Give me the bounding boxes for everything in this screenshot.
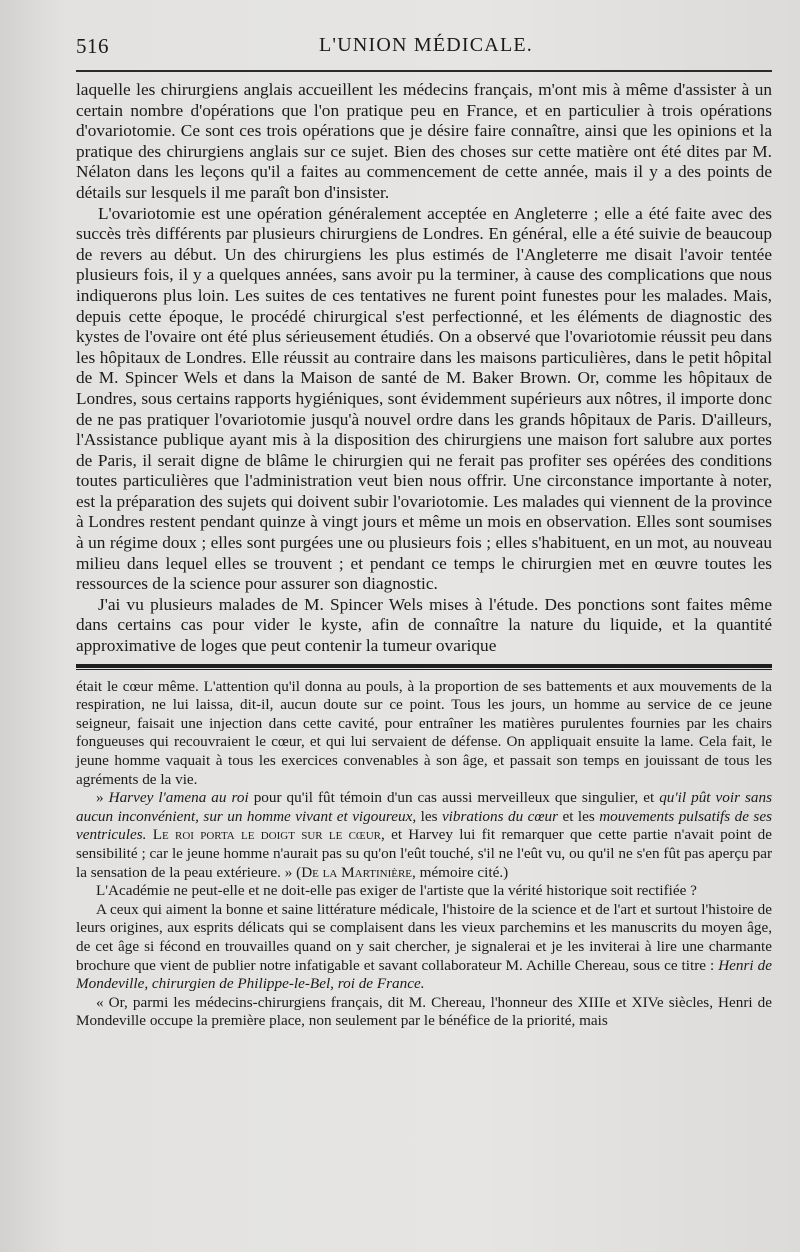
citation-author: De la Martinière: [301, 863, 413, 881]
main-paragraph-3: J'ai vu plusieurs malades de M. Spincer Wels mises à l'étude. Des ponctions sont faites même dans certains cas pour vider le kyste, afin de connaître la nature du liquide, et la quantité approximative de loges que peut contenir la tumeur ovarique: [76, 594, 772, 656]
text-run: et les: [558, 807, 600, 825]
feuilleton-paragraph-5: « Or, parmi les médecins-chirurgiens français, dit M. Chereau, l'honneur des XIIIe et XIVe siècles, Henri de Mondeville occupe la première place, non seulement par le bénéfice de la priorité, mais: [76, 993, 772, 1030]
quote-mark: »: [96, 789, 109, 807]
small-caps-phrase: Le roi porta le doigt sur le cœur,: [146, 826, 385, 844]
running-title: L'UNION MÉDICALE.: [319, 34, 533, 56]
book-title: Henri de Mondeville, chirurgien de Philippe-le-Bel, roi de France.: [76, 956, 772, 993]
main-paragraph-1: laquelle les chirurgiens anglais accueillent les médecins français, m'ont mis à même d'assister à un certain nombre d'opérations que l'on pratique peu en France, et en particulier à trois opérations d'ovariotomie. Ce sont ces trois opérations que je désire faire connaître, ainsi que les opinions et la pratique des chirurgiens anglais sur ce sujet. Bien des choses sur cette matière ont été dites par M. Nélaton dans les leçons qu'il a faites au commencement de cette année, mais il y a des points de détails sur lesquels il me paraît bon d'insister.: [76, 80, 772, 202]
italic-phrase: Harvey l'amena au roi: [108, 789, 249, 807]
page-header: [76, 34, 772, 70]
main-paragraph-2: L'ovariotomie est une opération généralement acceptée en Angleterre ; elle a été faite avec des succès très différents par plusieurs chirurgiens de Londres. En général, elle a été suivie de beaucoup de revers au début. Un des chirurgiens les plus estimés de l'Angleterre me disait l'avoir tentée plusieurs fois, il y a quelques années, sans avoir pu la terminer, à cause des complications que nous indiquerons plus loin. Les suites de ces tentatives ne furent point funestes pour les malades. Mais, depuis cette époque, le procédé chirurgical s'est perfectionné, et les éléments de diagnostic des kystes de l'ovaire ont été plus sérieusement étudiés. On a observé que l'ovariotomie réussit peu dans les hôpitaux de Londres. Elle réussit au contraire dans les maisons particulières, dans le petit hôpital de M. Spincer Wels et dans la Maison de santé de M. Baker Brown. Or, comme les hôpitaux de Londres, sous certains rapports hygiéniques, sont évidemment supérieurs aux nôtres, il importe donc de ne pas pratiquer l'ovariotomie jusqu'à nouvel ordre dans les grands hôpitaux de Paris. D'ailleurs, l'Assistance publique ayant mis à la disposition des chirurgiens une maison fort salubre aux portes de Paris, il serait digne de blâme le chirurgien qui ne ferait pas profiter ses opérées des conditions toutes particulières que l'administration veut bien nous offrir. Une circonstance importante à noter, est la préparation des sujets qui doivent subir l'ovariotomie. Les malades qui viennent de la province à Londres restent pendant quinze à vingt jours et même un mois en observation. Elles sont soumises à un régime doux ; elles sont purgées une ou plusieurs fois ; elles s'habituent, en un mot, au nouveau milieu dans lequel elles se trouvent ; et pendant ce temps le chirurgien met en œuvre toutes les ressources de la science pour assurer son diagnostic.: [76, 203, 772, 594]
feuilleton-paragraph-1: était le cœur même. L'attention qu'il donna au pouls, à la proportion de ses battements et aux mouvements de la respiration, ne lui laissa, dit-il, aucun doute sur ce point. Tous les jours, un homme au service de ce jeune seigneur, faisait une injection dans cette cavité, pour entraîner les matières purulentes fournies par les chairs fongueuses qui recouvraient le cœur, et qui lui servaient de défense. On appliquait ensuite la lame. Cela fait, le jeune homme vaquait à tous les exercices convenables à son âge, et passait son temps en jouissant de tous les agréments de la vie.: [76, 677, 772, 788]
text-run: et Harvey lui fit remarquer que cette partie n'avait point de sensibilité ; car le jeune homme n'aurait pas su qu'on l'eût touché, s'il ne l'eût vu, ou qu'il ne s'en fût pas aperçu par la sensation de la peau extérieure. » (: [76, 826, 772, 881]
text-run: , mémoire cité.): [412, 863, 509, 881]
page-number: 516: [76, 34, 109, 58]
main-text: [76, 80, 772, 657]
feuilleton-rule-thin: [76, 669, 772, 670]
text-run: A ceux qui aiment la bonne et saine littérature médicale, l'histoire de la science et de l'art et surtout l'histoire de leurs origines, aux esprits délicats qui se complaisent dans les vieux parchemins et les manuscrits du moyen âge, de cet âge si fécond en trouvailles quand on y sait chercher, je signalerai et je les inviterai à lire une charmante brochure que vient de publier notre infatigable et savant collaborateur M. Achille Chereau, sous ce titre :: [76, 900, 772, 974]
italic-phrase: mouvements pulsatifs de ses ventricules.: [76, 807, 772, 844]
feuilleton-paragraph-4: [76, 901, 772, 994]
feuilleton-rule-thick: [76, 664, 772, 668]
feuilleton-paragraph-2: [76, 789, 772, 882]
text-run: pour qu'il fût témoin d'un cas aussi merveilleux que singulier, et: [248, 789, 660, 807]
feuilleton-text: [76, 678, 772, 1031]
feuilleton-paragraph-3: L'Académie ne peut-elle et ne doit-elle pas exiger de l'artiste que la vérité historique soit rectifiée ?: [96, 882, 697, 900]
italic-phrase: vibrations du cœur: [441, 807, 558, 825]
text-run: les: [416, 807, 442, 825]
italic-phrase: qu'il pût voir sans aucun inconvénient, sur un homme vivant et vigoureux,: [76, 789, 773, 825]
header-rule: [76, 70, 772, 72]
